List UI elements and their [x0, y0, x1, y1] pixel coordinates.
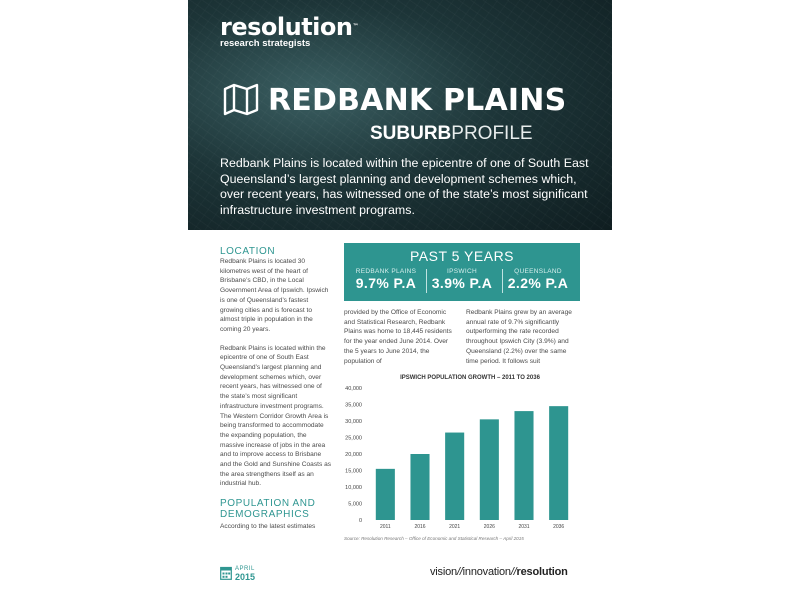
issue-month: APRIL — [235, 566, 255, 572]
bar-2011 — [376, 469, 395, 520]
stat-label: QUEENSLAND — [514, 268, 562, 275]
y-tick-label: 20,000 — [345, 452, 362, 458]
bar-2026 — [480, 419, 499, 520]
bar-2021 — [445, 433, 464, 520]
location-paragraph-2: Redbank Plains is located within the epicentre of one of South East Queensland’s largest planning and development schemes which, over recent years, has witnessed one of the state’s most significant infrastructure investment programs. The Western Corridor Growth Area is being transformed to accommodate the expanding population, the massive increase of jobs in the area and to improve access to Brisbane and the Gold and Sunshine Coasts as the area strengthens itself as an industrial hub. — [220, 344, 332, 488]
left-column — [220, 246, 332, 532]
x-tick-label: 2036 — [553, 524, 565, 530]
y-tick-label: 40,000 — [345, 386, 362, 392]
map-icon — [222, 82, 260, 116]
location-paragraph-1: Redbank Plains is located 30 kilometres west of the heart of Brisbane’s CBD, in the Local Government Area of Ipswich. Ipswich is one of Queensland’s fastest growing cities and is forecast to almost triple in population in the coming 20 years. — [220, 258, 329, 333]
y-tick-label: 0 — [358, 518, 362, 524]
x-tick-label: 2021 — [449, 524, 461, 530]
stat-value: 3.9% P.A — [431, 275, 493, 291]
right-column — [466, 308, 580, 366]
tagline-innovation: innovation — [462, 566, 511, 578]
y-tick-label: 35,000 — [345, 402, 362, 409]
x-axis-ticks — [380, 524, 564, 530]
population-heading-line-1: POPULATION AND — [220, 498, 316, 510]
x-tick-label: 2011 — [379, 524, 391, 530]
stat-ipswich — [424, 268, 500, 291]
x-tick-label: 2026 — [483, 524, 495, 530]
chart-source-note: Source: Resolution Research – Office of Economic and Statistical Research – April 2015 — [344, 536, 524, 541]
subtitle-light: PROFILE — [451, 123, 533, 144]
calendar-icon — [220, 566, 232, 580]
brand-logo — [220, 15, 358, 49]
y-tick-label: 15,000 — [345, 468, 362, 475]
document-page — [188, 0, 612, 600]
issue-year: 2015 — [235, 572, 256, 582]
location-heading: LOCATION — [220, 246, 276, 257]
hero-banner — [188, 0, 612, 230]
page-subtitle — [370, 122, 533, 146]
brand-name: resolution — [220, 13, 353, 41]
stat-redbank-plains — [348, 268, 424, 291]
stat-value: 2.2% P.A — [507, 275, 569, 291]
y-axis-ticks — [345, 386, 362, 524]
tagline-separator: // — [456, 566, 463, 578]
x-tick-label: 2016 — [414, 524, 426, 530]
middle-column — [344, 308, 456, 366]
tagline-vision: vision — [430, 566, 457, 578]
y-tick-label: 30,000 — [345, 419, 362, 425]
trademark-mark: ™ — [352, 23, 358, 30]
stats-title: PAST 5 YEARS — [409, 248, 515, 264]
population-growth-chart — [340, 372, 586, 532]
stat-queensland — [500, 268, 576, 291]
bar-2036 — [549, 406, 568, 520]
y-tick-label: 10,000 — [345, 485, 362, 491]
stat-label: IPSWICH — [447, 268, 477, 275]
y-tick-label: 5,000 — [348, 501, 362, 508]
tagline-resolution: resolution — [516, 566, 568, 578]
subtitle-bold: SUBURB — [370, 123, 452, 144]
right-paragraph: Redbank Plains grew by an average annual rate of 9.7% significantly outperforming the rate recorded throughout Ipswich City (3.9%) and Queensland (2.2%) over the same time period. It follows suit — [466, 309, 572, 365]
bar-2031 — [514, 411, 533, 520]
page-title: REDBANK PLAINS — [268, 83, 567, 118]
population-paragraph: According to the latest estimates — [220, 523, 316, 531]
y-tick-label: 25,000 — [345, 435, 362, 442]
stats-panel — [344, 243, 580, 301]
intro-paragraph: Redbank Plains is located within the epicentre of one of South East Queensland’s largest planning and development schemes which, over recent years, has witnessed one of the state’s most significant infrastructure investment programs. — [220, 156, 589, 217]
population-heading-line-2: DEMOGRAPHICS — [220, 509, 310, 521]
stat-label: REDBANK PLAINS — [355, 268, 417, 275]
stat-value: 9.7% P.A — [355, 275, 417, 291]
footer-tagline — [430, 566, 568, 578]
brand-tagline: research strategists — [220, 38, 311, 49]
x-tick-label: 2031 — [518, 524, 530, 530]
chart-title: IPSWICH POPULATION GROWTH – 2011 TO 2036 — [400, 375, 540, 381]
tagline-separator: // — [510, 566, 517, 578]
bar-2016 — [410, 454, 429, 520]
chart-bars — [376, 406, 568, 520]
middle-paragraph: provided by the Office of Economic and Statistical Research, Redbank Plains was home to 18,445 residents for the year ended June 2014. Over the 5 years to June 2014, the population of — [344, 309, 452, 365]
